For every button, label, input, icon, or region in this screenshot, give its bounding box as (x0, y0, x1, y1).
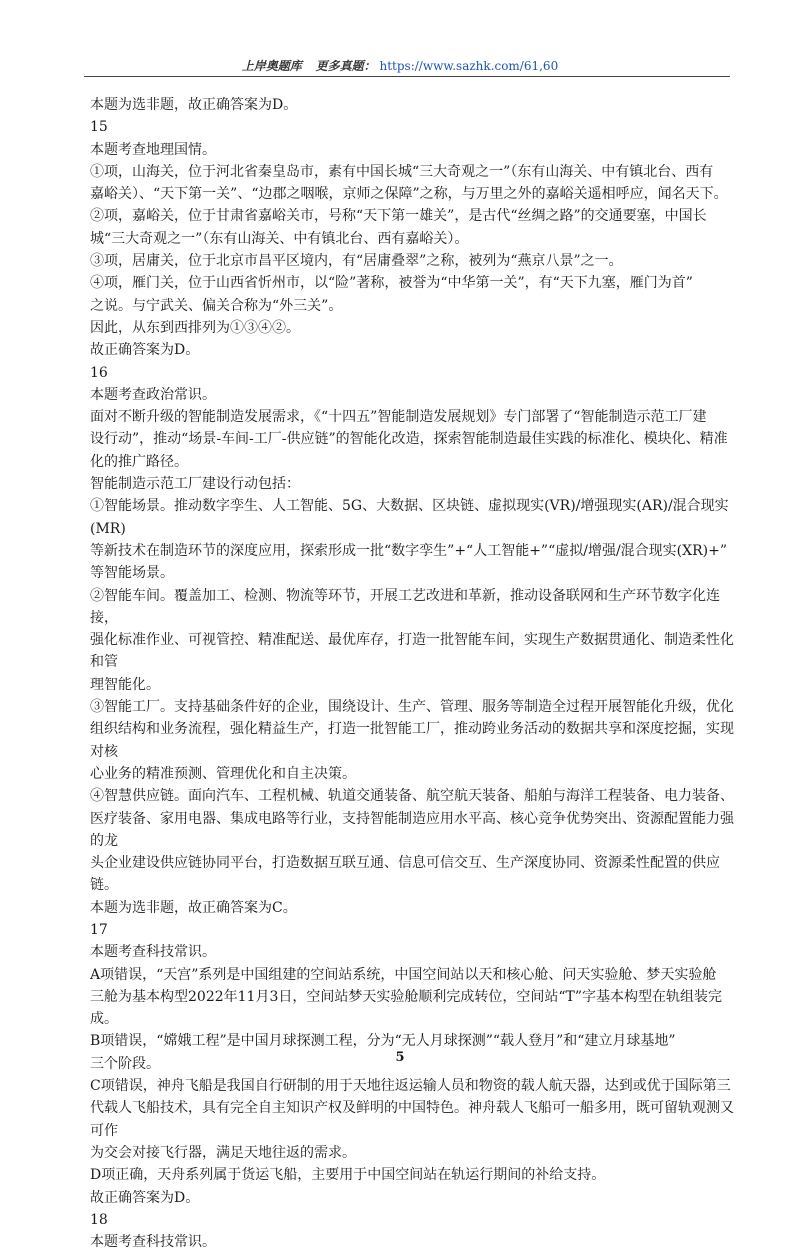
text-line: 化的推广路径。 (90, 453, 188, 470)
text-line: 本题考查科技常识。 (90, 1234, 216, 1251)
page-number: 5 (395, 1050, 405, 1065)
text-line: ①智能场景。推动数字孪生、人工智能、5G、大数据、区块链、虚拟现实(VR)/增强现实(AR)/混合现实(MR) (90, 498, 729, 537)
document-body (90, 94, 736, 1253)
header-link[interactable]: https://www.sazhk.com/61,60 (379, 59, 559, 73)
text-line: 三舱为基本构型2022年11月3日，空间站梦天实验舱顺利完成转位，空间站“T”字基本构型在轨组装完成。 (90, 988, 723, 1028)
text-line: 三个阶段。 (90, 1055, 160, 1072)
page-header (0, 57, 800, 74)
header-divider (84, 76, 730, 77)
text-line: 面对不断升级的智能制造发展需求，《“十四五”智能制造发展规划》专门部署了“智能制造示范工厂建 (90, 409, 707, 426)
text-line: 本题考查政治常识。 (90, 386, 216, 403)
text-line: ④智慧供应链。面向汽车、工程机械、轨道交通装备、航空航天装备、船舶与海洋工程装备、电力装备、 (90, 788, 734, 805)
text-line: 本题考查地理国情。 (90, 141, 216, 158)
text-line: 设行动”，推动“场景-车间-工厂-供应链”的智能化改造，探索智能制造最佳实践的标准化、模块化、精准 (90, 431, 728, 448)
text-line: 16 (90, 364, 108, 381)
text-line: 等智能场景。 (90, 565, 174, 582)
text-line: 15 (90, 119, 108, 136)
text-line: 因此，从东到西排列为①③④②。 (90, 319, 300, 336)
text-line: 故正确答案为D。 (90, 342, 200, 359)
text-line: 嘉峪关）、“天下第一关”、“边郡之咽喉，京师之保障”之称，与万里之外的嘉峪关遥相呼应，闻名天下。 (90, 186, 728, 203)
text-line: D项正确，天舟系列属于货运飞船，主要用于中国空间站在轨运行期间的补给支持。 (90, 1167, 606, 1184)
text-line: 等新技术在制造环节的深度应用，探索形成一批“数字孪生”+“人工智能+”“虚拟/增强/混合现实(XR)+” (90, 542, 727, 559)
text-line: ③智能工厂。支持基础条件好的企业，围绕设计、生产、管理、服务等制造全过程开展智能化升级，优化 (90, 699, 734, 716)
text-line: 本题为选非题，故正确答案为D。 (90, 97, 298, 113)
header-more-label: 更多真题： (315, 59, 376, 73)
text-line: 城“三大奇观之一”（东有山海关、中有镇北台、西有嘉峪关）。 (90, 230, 469, 247)
text-line: 强化标准作业、可视管控、精准配送、最优库存，打造一批智能车间，实现生产数据贯通化、制造柔性化和管 (90, 632, 734, 671)
text-line: 组织结构和业务流程，强化精益生产，打造一批智能工厂，推动跨业务活动的数据共享和深度挖掘，实现对核 (90, 721, 734, 760)
text-line: 故正确答案为D。 (90, 1189, 200, 1206)
text-line: ②智能车间。覆盖加工、检测、物流等环节，开展工艺改进和革新，推动设备联网和生产环节数字化连接， (90, 587, 720, 626)
text-line: 本题考查科技常识。 (90, 944, 216, 961)
text-line: ④项，雁门关，位于山西省忻州市，以“险”著称，被誉为“中华第一关”，有“天下九塞，雁门为首” (90, 275, 693, 292)
text-line: A项错误，“天宫”系列是中国组建的空间站系统，中国空间站以天和核心舱、问天实验舱、梦天实验舱 (90, 966, 717, 983)
text-line: 本题为选非题，故正确答案为C。 (90, 899, 297, 916)
text-line: B项错误，“嫦娥工程”是中国月球探测工程，分为“无人月球探测”“载人登月”和“建立月球基地” (90, 1033, 676, 1050)
text-line: ②项，嘉峪关，位于甘肃省嘉峪关市，号称“天下第一雄关”，是古代“丝绸之路”的交通要塞，中国长 (90, 208, 707, 225)
text-line: ①项，山海关，位于河北省秦皇岛市，素有中国长城“三大奇观之一”（东有山海关、中有镇北台、西有 (90, 163, 714, 180)
text-line: 医疗装备、家用电器、集成电路等行业，支持智能制造应用水平高、核心竞争优势突出、资源配置能力强的龙 (90, 810, 734, 849)
text-line: 智能制造示范工厂建设行动包括： (90, 476, 300, 493)
text-line: 18 (90, 1211, 108, 1228)
text-line: 为交会对接飞行器，满足天地往返的需求。 (90, 1144, 356, 1161)
text-line: 理智能化。 (90, 676, 160, 693)
text-line: 心业务的精准预测、管理优化和自主决策。 (90, 765, 356, 782)
text-line: 之说。与宁武关、偏关合称为“外三关”。 (90, 297, 343, 314)
text-line: 17 (90, 921, 108, 938)
text-line: 代载人飞船技术，具有完全自主知识产权及鲜明的中国特色。神舟载人飞船可一船多用，既可留轨观测又可作 (90, 1100, 734, 1139)
text-line: ③项，居庸关，位于北京市昌平区境内，有“居庸叠翠”之称，被列为“燕京八景”之一。 (90, 253, 623, 270)
text-line: 头企业建设供应链协同平台，打造数据互联互通、信息可信交互、生产深度协同、资源柔性配置的供应链。 (90, 855, 720, 894)
text-line: C项错误，神舟飞船是我国自行研制的用于天地往返运输人员和物资的载人航天器，达到或优于国际第三 (90, 1078, 731, 1095)
header-brand: 上岸奥题库 (241, 59, 302, 73)
